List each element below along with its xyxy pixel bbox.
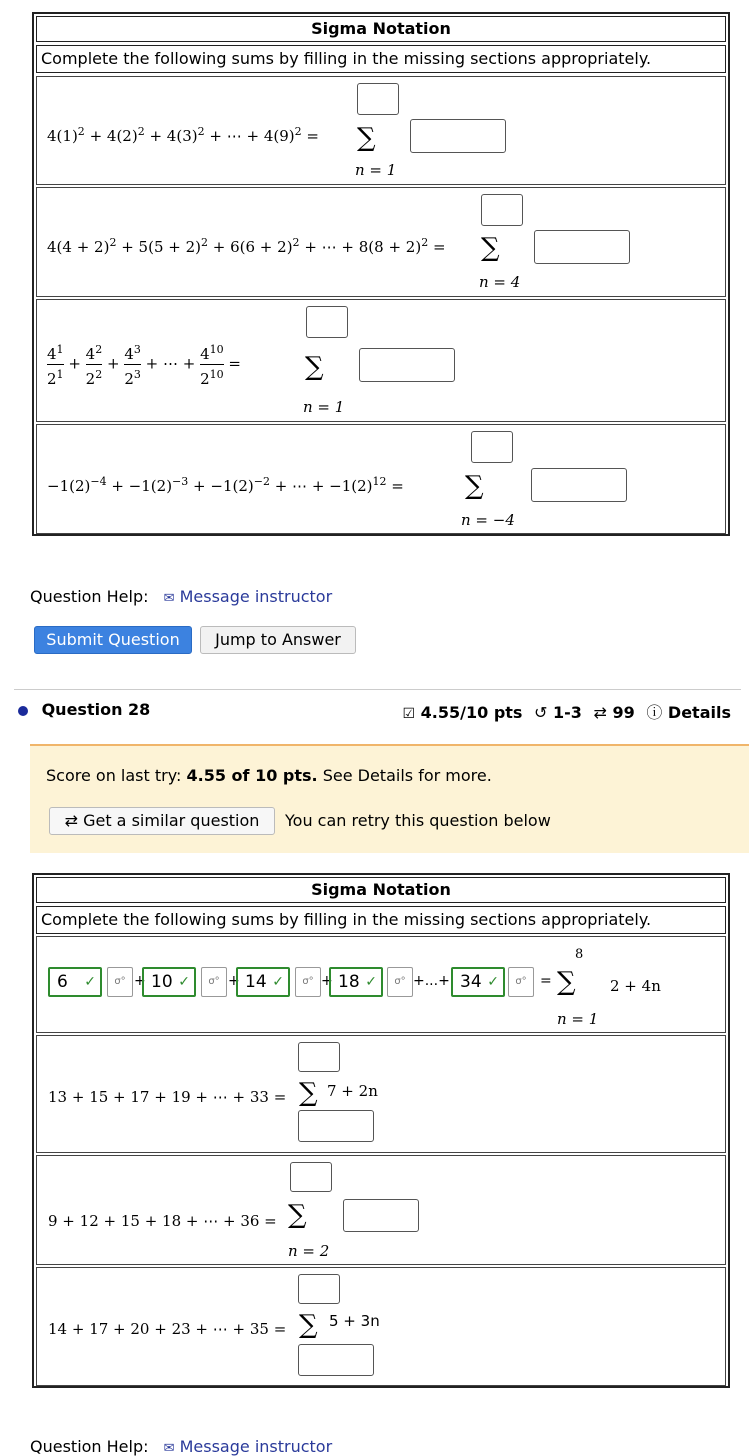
sigma-symbol: ∑ xyxy=(299,1310,318,1340)
upper-limit-input[interactable] xyxy=(471,431,513,463)
envelope-icon: ✉ xyxy=(163,591,175,606)
upper-limit-input[interactable] xyxy=(298,1274,340,1304)
question-attempts: 1-3 xyxy=(553,703,582,722)
plus-sign: + xyxy=(228,973,240,989)
term-expression: 5 + 3n xyxy=(329,1312,380,1330)
message-instructor-label: Message instructor xyxy=(179,1437,333,1456)
submit-question-button[interactable]: Submit Question xyxy=(34,626,192,654)
equation-editor-icon[interactable]: σ° xyxy=(387,967,413,997)
details-label: Details xyxy=(667,703,731,722)
plus-sign: + xyxy=(134,973,146,989)
answer-value: 14 xyxy=(245,972,267,992)
score-banner xyxy=(30,744,749,853)
upper-limit-input[interactable] xyxy=(481,194,523,226)
sum-expression: $4(4 + 2)^2 + 5(5 + 2)^2 + 6(6 + 2)^2$ + ⋯ + $8(8 + 2)^2$ = xyxy=(47,236,446,256)
plus-sign: + xyxy=(321,973,333,989)
sum-row-4 xyxy=(36,424,726,534)
answer-input-4[interactable] xyxy=(329,967,383,997)
sigma-table-2 xyxy=(32,873,730,1388)
lower-limit: n = −4 xyxy=(461,511,515,529)
table-instructions: Complete the following sums by filling in the missing sections appropriately. xyxy=(36,906,726,934)
attempts-icon: ↺ xyxy=(534,703,548,722)
similar-question-label: Get a similar question xyxy=(83,811,260,830)
term-input[interactable] xyxy=(343,1199,419,1232)
score-suffix: See Details for more. xyxy=(322,766,492,785)
equation-editor-icon[interactable]: σ° xyxy=(107,967,133,997)
ellipsis: +...+ xyxy=(413,973,450,989)
sum-row-3 xyxy=(36,299,726,422)
answer-input-5[interactable] xyxy=(451,967,505,997)
upper-limit-input[interactable] xyxy=(298,1042,340,1072)
info-icon: ⓘ xyxy=(646,703,663,722)
sigma-symbol: ∑ xyxy=(288,1200,307,1230)
lower-limit: n = 1 xyxy=(355,161,397,179)
upper-limit-input[interactable] xyxy=(290,1162,332,1192)
answer-value: 34 xyxy=(460,972,482,992)
correct-check-icon: ✓ xyxy=(365,974,377,990)
score-prefix: Score on last try: xyxy=(46,766,182,785)
sum-row-4 xyxy=(36,1267,726,1386)
score-check-icon: ☑ xyxy=(402,706,416,722)
answer-input-2[interactable] xyxy=(142,967,196,997)
term-expression: 7 + 2n xyxy=(327,1082,378,1100)
sum-expression: $\frac{4^1}{2^1}$ + $\frac{4^2}{2^2}$ + $\frac{4^3}{2^3}$ + ⋯ + $\frac{4^{10}}{2^{10}}$ = xyxy=(47,340,241,389)
answer-value: 10 xyxy=(151,972,173,992)
retries-icon: ⇄ xyxy=(593,703,607,722)
answer-input-3[interactable] xyxy=(236,967,290,997)
sigma-symbol: ∑ xyxy=(465,471,484,501)
current-question-dot-icon xyxy=(18,706,28,716)
answer-value: 18 xyxy=(338,972,360,992)
equation-editor-icon[interactable]: σ° xyxy=(201,967,227,997)
term-input[interactable] xyxy=(410,119,506,153)
answer-value: 6 xyxy=(57,972,68,992)
message-instructor-label: Message instructor xyxy=(179,587,333,606)
question-header xyxy=(18,700,733,722)
get-similar-question-button[interactable] xyxy=(49,807,275,835)
details-link[interactable] xyxy=(646,703,731,722)
lower-limit: n = 4 xyxy=(479,273,521,291)
message-instructor-link[interactable] xyxy=(164,587,333,606)
envelope-icon: ✉ xyxy=(163,1441,175,1456)
sum-expression: $4(1)^2 + 4(2)^2 + 4(3)^2$ + ⋯ + $4(9)^2$ = xyxy=(47,125,319,145)
sigma-symbol: ∑ xyxy=(557,967,576,997)
question-separator xyxy=(14,689,741,690)
correct-check-icon: ✓ xyxy=(178,974,190,990)
answer-input-1[interactable] xyxy=(48,967,102,997)
correct-check-icon: ✓ xyxy=(487,974,499,990)
score-value: 4.55 of 10 pts. xyxy=(186,766,318,785)
table-instructions: Complete the following sums by filling in the missing sections appropriately. xyxy=(36,45,726,73)
question-help xyxy=(30,587,332,606)
sum-row-1 xyxy=(36,76,726,185)
retry-text: You can retry this question below xyxy=(285,811,551,830)
correct-check-icon: ✓ xyxy=(272,974,284,990)
question-help-label: Question Help: xyxy=(30,587,149,606)
lower-limit: n = 2 xyxy=(288,1242,330,1260)
equation-editor-icon[interactable]: σ° xyxy=(508,967,534,997)
score-text xyxy=(46,766,492,785)
message-instructor-link[interactable] xyxy=(164,1437,333,1456)
shuffle-icon: ⇄ xyxy=(64,811,78,830)
question-meta xyxy=(403,700,731,723)
upper-limit-input[interactable] xyxy=(357,83,399,115)
upper-limit: 8 xyxy=(575,947,584,962)
lower-limit: n = 1 xyxy=(557,1010,599,1028)
term-input[interactable] xyxy=(534,230,630,264)
lower-limit-input[interactable] xyxy=(298,1344,374,1376)
sigma-symbol: ∑ xyxy=(357,123,376,153)
question-help xyxy=(30,1437,332,1456)
equation-editor-icon[interactable]: σ° xyxy=(295,967,321,997)
sum-row-1 xyxy=(36,936,726,1033)
sum-row-2 xyxy=(36,187,726,297)
sum-expression: 14 + 17 + 20 + 23 + ⋯ + 35 = xyxy=(48,1320,287,1338)
upper-limit-input[interactable] xyxy=(306,306,348,338)
term-input[interactable] xyxy=(359,348,455,382)
correct-check-icon: ✓ xyxy=(84,974,96,990)
question-retries: 99 xyxy=(612,703,635,722)
question-points: 4.55/10 pts xyxy=(420,703,523,722)
sigma-table-1 xyxy=(32,12,730,536)
question-title: Question 28 xyxy=(41,700,151,719)
sum-row-2 xyxy=(36,1035,726,1153)
sigma-symbol: ∑ xyxy=(481,233,500,263)
sigma-symbol: ∑ xyxy=(299,1078,318,1108)
term-expression: 2 + 4n xyxy=(610,977,661,995)
sum-expression: 9 + 12 + 15 + 18 + ⋯ + 36 = xyxy=(48,1212,277,1230)
jump-to-answer-button[interactable]: Jump to Answer xyxy=(200,626,356,654)
term-input[interactable] xyxy=(531,468,627,502)
sigma-symbol: ∑ xyxy=(305,352,324,382)
equals-sign: = xyxy=(540,973,552,989)
table-title: Sigma Notation xyxy=(36,877,726,903)
sum-expression: $-1(2)^{-4} + -1(2)^{-3} + -1(2)^{-2}$ + ⋯ + $-1(2)^{12}$ = xyxy=(47,475,404,495)
sum-row-3 xyxy=(36,1155,726,1265)
lower-limit: n = 1 xyxy=(303,398,345,416)
question-help-label: Question Help: xyxy=(30,1437,149,1456)
sum-expression: 13 + 15 + 17 + 19 + ⋯ + 33 = xyxy=(48,1088,287,1106)
lower-limit-input[interactable] xyxy=(298,1110,374,1142)
table-title: Sigma Notation xyxy=(36,16,726,42)
